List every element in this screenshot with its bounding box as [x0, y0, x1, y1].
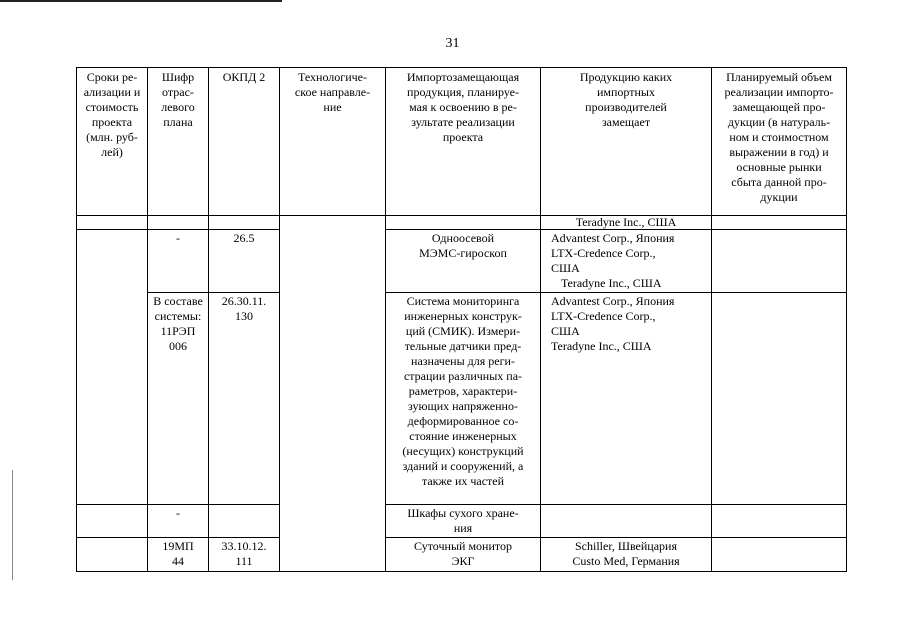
- import-substitution-table: [76, 67, 847, 572]
- cell-okpd: [209, 216, 280, 230]
- cell-tech-direction: [280, 293, 386, 505]
- cell-tech-direction: [280, 505, 386, 538]
- cell-timing: [77, 293, 148, 505]
- cell-code: -: [148, 230, 209, 293]
- table-row: [77, 538, 847, 572]
- cell-volume: [712, 230, 847, 293]
- cell-code: 19МП 44: [148, 538, 209, 572]
- cell-replaces: Schiller, Швейцария Custo Med, Германия: [541, 538, 712, 572]
- page-number: 31: [445, 36, 460, 51]
- cell-timing: [77, 230, 148, 293]
- cell-okpd: 26.30.11. 130: [209, 293, 280, 505]
- table-row: [77, 505, 847, 538]
- cell-product: Система мониторинга инженерных конструк- ций (СМИК). Измери- тельные датчики пред- назначены для реги- страции различных па- раметров, характери- зующих напряженно- деформированное со- стояние инженерных (несущих) конструкций зданий и сооружений, а также их частей: [386, 293, 541, 505]
- header-okpd2: ОКПД 2: [209, 68, 280, 216]
- header-tech-direction: Технологиче- ское направле- ние: [280, 68, 386, 216]
- cell-product: Одноосевой МЭМС-гироскоп: [386, 230, 541, 293]
- cell-volume: [712, 538, 847, 572]
- table-row: [77, 293, 847, 505]
- cell-replaces: Advantest Corp., Япония LTX-Credence Corp., США Teradyne Inc., США: [541, 230, 712, 293]
- scan-edge-line-left: [12, 470, 13, 580]
- cell-product: Суточный монитор ЭКГ: [386, 538, 541, 572]
- cell-volume: [712, 505, 847, 538]
- cell-timing: [77, 216, 148, 230]
- cell-tech-direction: [280, 230, 386, 293]
- cell-tech-direction: [280, 538, 386, 572]
- cell-replaces: Teradyne Inc., США: [541, 216, 712, 230]
- cell-product: Шкафы сухого хране- ния: [386, 505, 541, 538]
- cell-okpd: [209, 505, 280, 538]
- header-plan-code: Шифр отрас- левого плана: [148, 68, 209, 216]
- header-replaced-manufacturers: Продукцию каких импортных производителей замещает: [541, 68, 712, 216]
- cell-code: [148, 216, 209, 230]
- cell-code: -: [148, 505, 209, 538]
- header-planned-volume: Планируемый объем реализации импорто- замещающей про- дукции (в натураль- ном и стоимостном выражении в год) и основные рынки сбыта данной про- дукции: [712, 68, 847, 216]
- cell-product: [386, 216, 541, 230]
- cell-volume: [712, 293, 847, 505]
- header-timing-cost: Сроки ре- ализации и стоимость проекта (млн. руб- лей): [77, 68, 148, 216]
- scan-edge-line-top: [0, 0, 282, 2]
- table-row: [77, 230, 847, 293]
- header-row: [77, 68, 847, 216]
- cell-replaces: [541, 505, 712, 538]
- cell-timing: [77, 538, 148, 572]
- cell-tech-direction: [280, 216, 386, 230]
- cell-okpd: 33.10.12. 111: [209, 538, 280, 572]
- header-import-substituting-product: Импортозамещающая продукция, планируе- мая к освоению в ре- зультате реализации проекта: [386, 68, 541, 216]
- cell-volume: [712, 216, 847, 230]
- cell-replaces: Advantest Corp., Япония LTX-Credence Corp., США Teradyne Inc., США: [541, 293, 712, 505]
- cell-timing: [77, 505, 148, 538]
- table-row: [77, 216, 847, 230]
- cell-code: В составе системы: 11РЭП 006: [148, 293, 209, 505]
- cell-okpd: 26.5: [209, 230, 280, 293]
